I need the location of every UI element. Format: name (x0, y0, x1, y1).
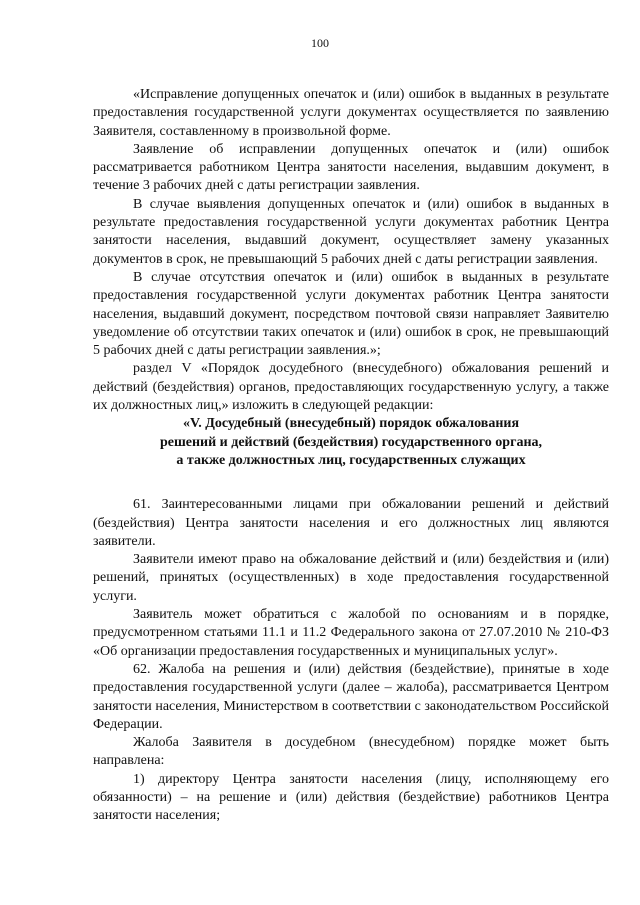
paragraph: 62. Жалоба на решения и (или) действия (бездействие), принятые в ходе предоставления государственной услуги (далее – жалоба), рассматривается Центром занятости населения, Министерством в соответствии с законодательством Российской Федерации. (93, 661, 609, 732)
paragraph: 61. Заинтересованными лицами при обжаловании решений и действий (бездействия) Центра занятости населения и его должностных лиц являются заявители. (93, 497, 609, 549)
paragraph: В случае выявления допущенных опечаток и (или) ошибок в выданных в результате предоставления государственной услуги документах работник Центра занятости населения, выдавший документ, осуществляет замену указанных документов в срок, не превышающий 5 рабочих дней с даты регистрации заявления. (93, 196, 609, 267)
section-heading-line: а также должностных лиц, государственных служащих (176, 452, 526, 468)
paragraph: Заявители имеют право на обжалование действий и (или) бездействия и (или) решений, принятых (осуществленных) в ходе предоставления государственной услуги. (93, 552, 609, 604)
paragraph: Заявитель может обратиться с жалобой по основаниям и в порядке, предусмотренном статьями 11.1 и 11.2 Федерального закона от 27.07.2010 № 210-ФЗ «Об организации предоставления государственных и муниципальных услуг». (93, 607, 609, 659)
section-heading-line: «V. Досудебный (внесудебный) порядок обжалования (182, 416, 520, 432)
paragraph: «Исправление допущенных опечаток и (или) ошибок в выданных в результате предоставления государственной услуги документах осуществляется по заявлению Заявителя, составленному в произвольной форме. (93, 87, 609, 139)
section-heading (93, 415, 609, 470)
paragraph: раздел V «Порядок досудебного (внесудебного) обжалования решений и действий (бездействия) органов, предоставляющих государственную услугу, а также их должностных лиц,» изложить в следующей редакции: (93, 361, 609, 414)
paragraph: Жалоба Заявителя в досудебном (внесудебном) порядке может быть направлена: (93, 735, 609, 769)
paragraph: Заявление об исправлении допущенных опечаток и (или) ошибок рассматривается работником Центра занятости населения, выдавшим документ, в течение 3 рабочих дней с даты регистрации заявления. (93, 141, 609, 194)
section-heading-line: решений и действий (бездействия) государственного органа, (159, 434, 543, 450)
paragraph: В случае отсутствия опечаток и (или) ошибок в выданных в результате предоставления государственной услуги документах работник Центра занятости населения, выдавший документ, посредством почтовой связи направляет Заявителю уведомление об отсутствии таких опечаток и (или) ошибок в срок, не превышающий 5 рабочих дней с даты регистрации заявления.»; (93, 269, 609, 359)
document-body (93, 86, 609, 826)
paragraph: 1) директору Центра занятости населения (лицу, исполняющему его обязанности) – на решение и (или) действия (бездействие) работников Центра занятости населения; (93, 771, 609, 824)
page-number: 100 (311, 36, 329, 50)
